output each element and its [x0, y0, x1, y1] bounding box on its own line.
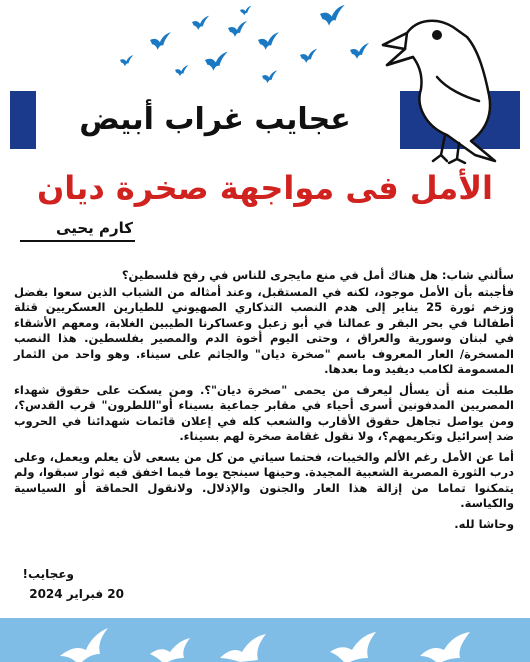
author-name: كارم يحيى [56, 219, 133, 237]
paragraph-who-protects: طلبت منه أن يسأل ليعرف من يحمى "صخرة ديان"؟. ومن يسكت على حقوق شهداء المصريين المدفونين أسرى أحياء في مقابر جماعية بسيناء أو"اللطرون" قرب القدس؟، ومن يواصل تجاهل حقوق الأقارب والشعب كله في إعلان قائمات شهدائنا في الحروب ضد إسرائيل وتكريمهم؟، ولا نقول غقامة صخرة لهم بسيناء. [14, 382, 514, 443]
publish-date: 20 فبراير 2024 [29, 587, 124, 601]
footer-banner [0, 618, 530, 662]
paragraph-closing: وحاشا لله. [454, 516, 514, 531]
white-crow-icon [375, 5, 525, 165]
header-banner [0, 0, 530, 165]
author-underline [20, 240, 135, 242]
paragraph-answer: فأجبته بأن الأمل موجود، لكنه في المستقبل، وعند أمثاله من الشباب الذين سعوا بفضل وزخم ثورة 25 يناير إلى هدم النصب التذكاري الصهيوني للطيارين العسكريين قتلة أطفالنا في بحر البقر و عمالنا في أبو زعبل وعساكرنا الطيبين الغلابة، ومعهم الأشقاء في لبنان وسورية والعراق ، وحتى اليوم أخوة الدم والمصير بفلسطين. هذا النصب المسخرة/ العار المعروف باسم "صخرة ديان" والجاثم على سيناء. وهو واحد من الثمار المسمومة لكامب ديفيد وما بعدها. [14, 284, 514, 376]
article-body [14, 268, 514, 537]
paragraph-hope: أما عن الأمل رغم الألم والخيبات، فحتما سياتي من كل من يسعى لأن يعلم ويعمل، وعلى درب الثورة المصرية الشعبية المجيدة. وحينها سينجح يوما فيما اخفق فيه ثوار سبقوا، ولم يتمكنوا تماما من إزالة هذا العار والجنون والإذلال. ولانقول الحماقة أو السياسية والكياسة. [14, 449, 514, 510]
paragraph-question: سألني شاب: هل هناك أمل في منع مايجرى للناس في رفح فلسطين؟ [121, 268, 514, 282]
series-title: عجايب غراب أبيض [79, 102, 351, 137]
footer-birds-illustration [0, 618, 530, 662]
signoff: وعجايب! [22, 567, 74, 581]
article-title: الأمل فى مواجهة صخرة ديان [36, 169, 494, 207]
